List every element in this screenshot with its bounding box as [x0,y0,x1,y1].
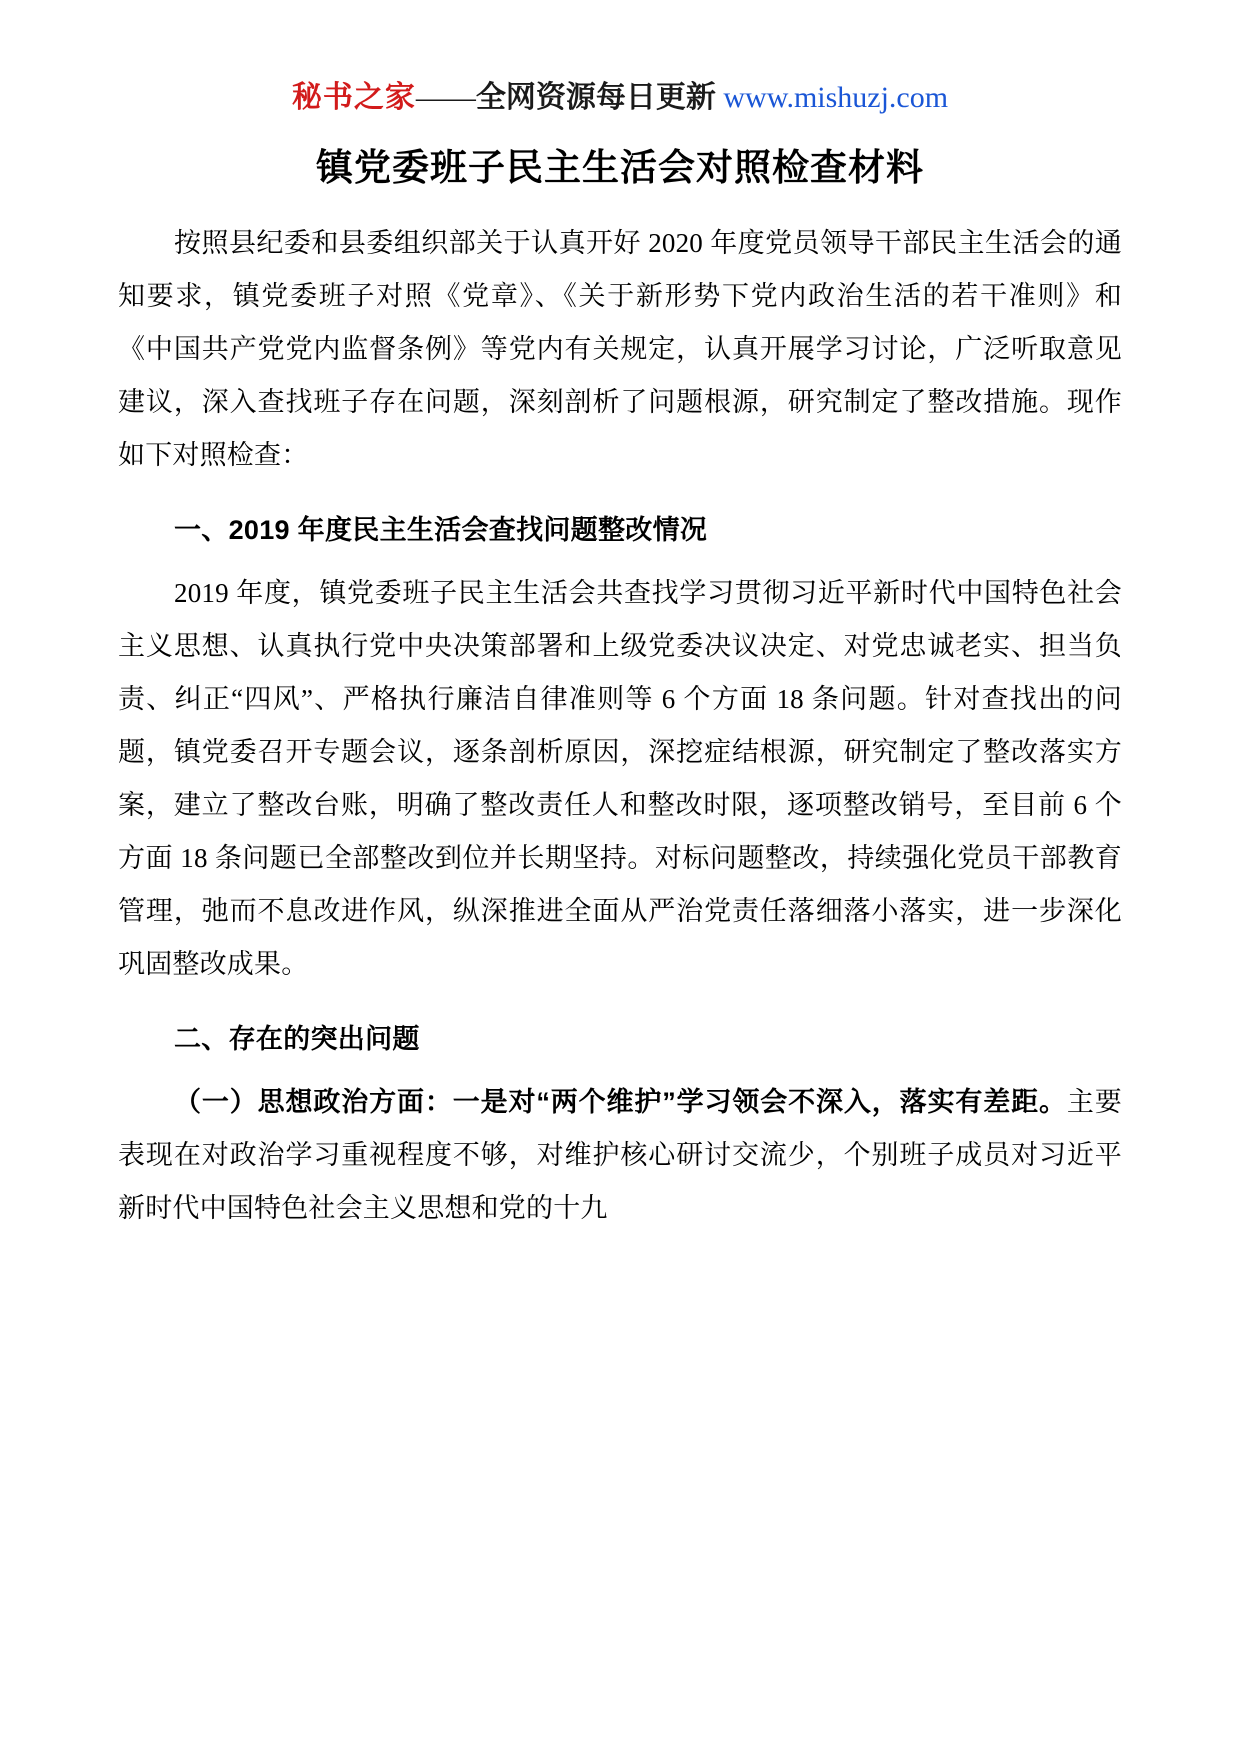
subsection-label: （一）思想政治方面：一是对“两个维护”学习领会不深入，落实有差距。 [174,1087,1067,1117]
intro-paragraph: 按照县纪委和县委组织部关于认真开好 2020 年度党员领导干部民主生活会的通知要求，镇党委班子对照《党章》、《关于新形势下党内政治生活的若干准则》和《中国共产党党内监督条例》等党内有关规定，认真开展学习讨论，广泛听取意见建议，深入查找班子存在问题，深刻剖析了问题根源，研究制定了整改措施。现作如下对照检查： [118,228,1122,470]
watermark-url[interactable]: www.mishuzj.com [723,81,949,114]
section-1-paragraph: 2019 年度，镇党委班子民主生活会共查找学习贯彻习近平新时代中国特色社会主义思想、认真执行党中央决策部署和上级党委决议决定、对党忠诚老实、担当负责、纠正“四风”、严格执行廉洁自律准则等 6 个方面 18 条问题。针对查找出的问题，镇党委召开专题会议，逐条剖析原因，深挖症结根源，研究制定了整改落实方案，建立了整改台账，明确了整改责任人和整改时限，逐项整改销号，至目前 6 个方面 18 条问题已全部整改到位并长期坚持。对标问题整改，持续强化党员干部教育管理，弛而不息改进作风，纵深推进全面从严治党责任落细落小落实，进一步深化巩固整改成果。 [118,578,1122,979]
watermark-slogan: 全网资源每日更新 [475,81,716,114]
page-title: 镇党委班子民主生活会对照检查材料 [316,147,924,188]
watermark-brand: 秘书之家 [291,81,416,114]
watermark-dash: —— [415,81,476,114]
section-2-paragraph [118,1076,1122,1235]
site-watermark [118,78,1122,117]
section-heading-1: 一、2019 年度民主生活会查找问题整改情况 [174,515,708,545]
section-heading-2: 二、存在的突出问题 [174,1024,420,1054]
subsection-text: 主要表现在对政治学习重视程度不够，对维护核心研讨交流少，个别班子成员对习近平新时代中国特色社会主义思想和党的十九 [118,1087,1122,1223]
